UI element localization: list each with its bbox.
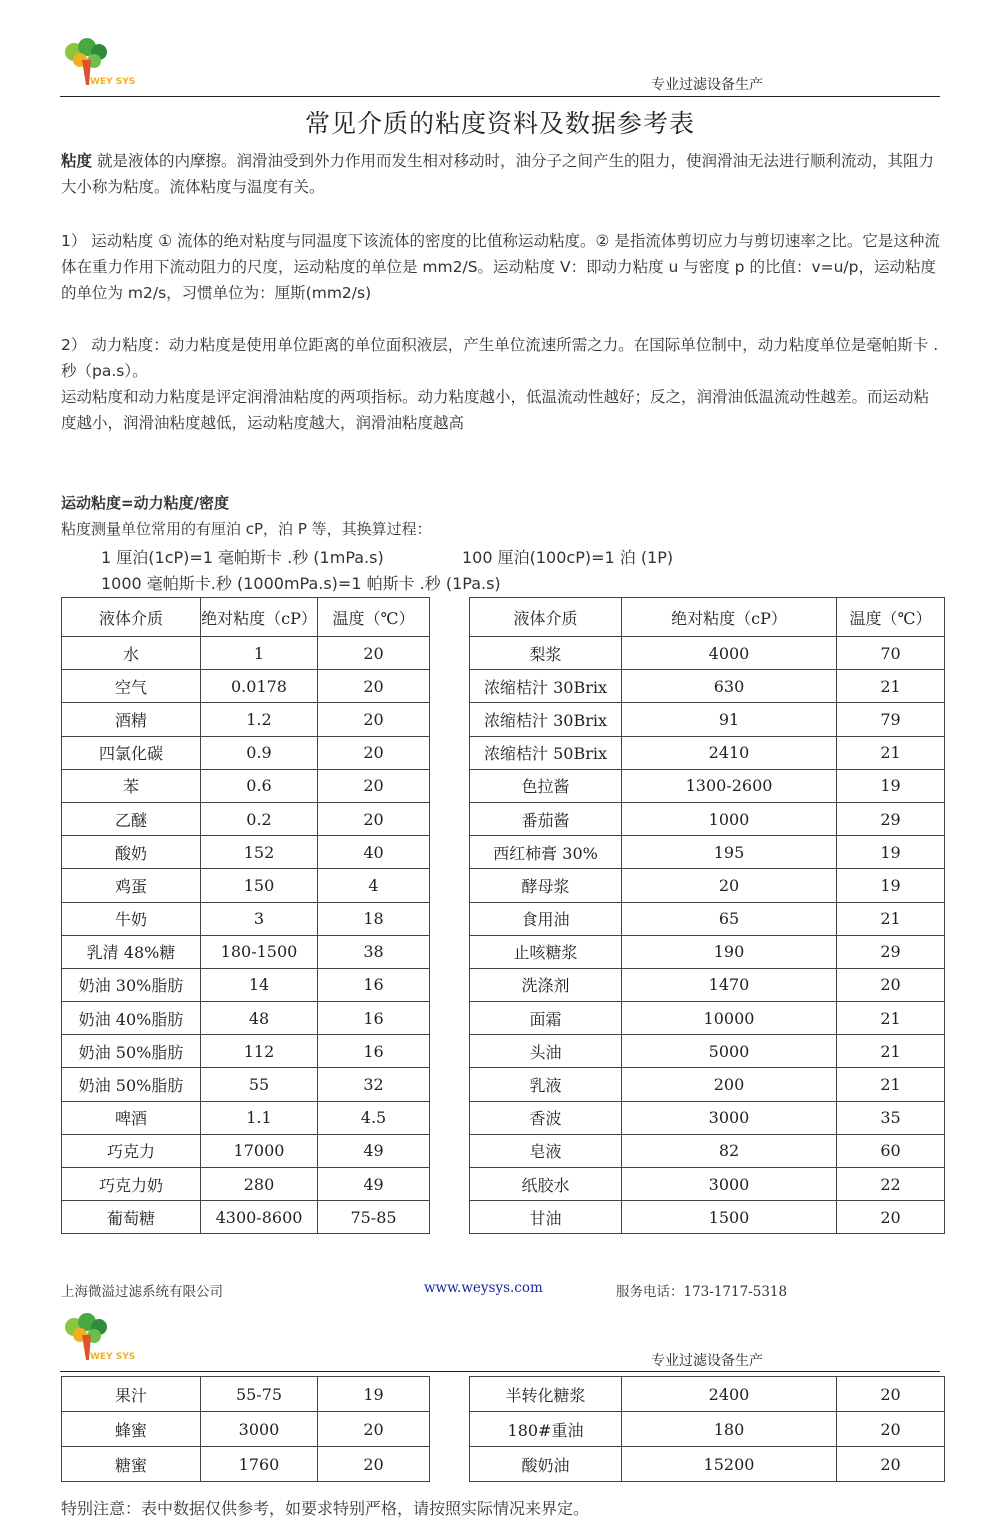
temperature-cell: 4 [318, 869, 430, 902]
viscosity-cell: 55 [201, 1068, 318, 1101]
medium-cell: 巧克力 [62, 1134, 201, 1167]
temperature-cell: 21 [837, 1035, 945, 1068]
medium-cell: 四氯化碳 [62, 736, 201, 769]
medium-cell: 头油 [470, 1035, 622, 1068]
table-gap [430, 736, 470, 769]
header-tagline: 专业过滤设备生产 [651, 77, 763, 93]
temperature-cell: 60 [837, 1134, 945, 1167]
medium-cell: 酸奶 [62, 836, 201, 869]
temperature-cell: 21 [837, 670, 945, 703]
medium-cell: 奶油 30%脂肪 [62, 968, 201, 1001]
viscosity-cell: 17000 [201, 1134, 318, 1167]
viscosity-cell: 0.6 [201, 769, 318, 802]
viscosity-cell: 1.2 [201, 703, 318, 736]
viscosity-cell: 10000 [622, 1002, 837, 1035]
footer-company: 上海微溢过滤系统有限公司 [61, 1284, 223, 1300]
viscosity-cell: 3000 [201, 1412, 318, 1447]
viscosity-cell: 1 [201, 637, 318, 670]
temperature-cell: 19 [837, 769, 945, 802]
medium-cell: 酸奶油 [470, 1447, 622, 1482]
header-medium: 液体介质 [62, 598, 201, 637]
table-gap [430, 1447, 470, 1482]
temperature-cell: 20 [837, 1201, 945, 1234]
table-row [62, 802, 945, 835]
header-temperature: 温度（℃） [837, 598, 945, 637]
viscosity-cell: 3 [201, 902, 318, 935]
temperature-cell: 16 [318, 1002, 430, 1035]
logo-text-2: WEY SYS [90, 1352, 136, 1362]
medium-cell: 酒精 [62, 703, 201, 736]
intro-paragraph [61, 148, 940, 200]
temperature-cell: 20 [837, 1447, 945, 1482]
table-row [62, 1068, 945, 1101]
footer-phone: 服务电话：173-1717-5318 [616, 1284, 788, 1300]
temperature-cell: 19 [318, 1377, 430, 1412]
temperature-cell: 4.5 [318, 1101, 430, 1134]
viscosity-cell: 0.0178 [201, 670, 318, 703]
viscosity-table [61, 597, 945, 1234]
viscosity-cell: 180-1500 [201, 935, 318, 968]
table-row [62, 1377, 945, 1412]
table-row [62, 1134, 945, 1167]
medium-cell: 乳清 48%糖 [62, 935, 201, 968]
table-gap [430, 1068, 470, 1101]
viscosity-cell: 91 [622, 703, 837, 736]
table-gap [430, 968, 470, 1001]
temperature-cell: 19 [837, 869, 945, 902]
temperature-cell: 18 [318, 902, 430, 935]
table-gap [430, 869, 470, 902]
table-gap [430, 1134, 470, 1167]
units-line: 粘度测量单位常用的有厘泊 cP，泊 P 等，其换算过程： [61, 520, 432, 538]
temperature-cell: 29 [837, 802, 945, 835]
temperature-cell: 21 [837, 736, 945, 769]
table-gap [430, 769, 470, 802]
medium-cell: 巧克力奶 [62, 1168, 201, 1201]
conversion-3: 1000 毫帕斯卡.秒 (1000mPa.s)=1 帕斯卡 .秒 (1Pa.s) [101, 574, 501, 593]
page-title: 常见介质的粘度资料及数据参考表 [304, 109, 695, 138]
conversion-1: 1 厘泊(1cP)=1 毫帕斯卡 .秒 (1mPa.s) [101, 548, 384, 567]
temperature-cell: 20 [837, 968, 945, 1001]
table-gap [430, 1412, 470, 1447]
medium-cell: 浓缩桔汁 30Brix [470, 670, 622, 703]
medium-cell: 蜂蜜 [62, 1412, 201, 1447]
table-row [62, 736, 945, 769]
medium-cell: 浓缩桔汁 50Brix [470, 736, 622, 769]
table-gap [430, 935, 470, 968]
header-medium: 液体介质 [470, 598, 622, 637]
temperature-cell: 40 [318, 836, 430, 869]
conversion-2: 100 厘泊(100cP)=1 泊 (1P) [462, 548, 674, 567]
table-row [62, 1002, 945, 1035]
medium-cell: 苯 [62, 769, 201, 802]
viscosity-cell: 200 [622, 1068, 837, 1101]
table-gap [430, 902, 470, 935]
medium-cell: 半转化糖浆 [470, 1377, 622, 1412]
viscosity-cell: 15200 [622, 1447, 837, 1482]
viscosity-cell: 152 [201, 836, 318, 869]
section-comparison: 运动粘度和动力粘度是评定润滑油粘度的两项指标。动力粘度越小，低温流动性越好；反之，润滑油低温流动性越差。而运动粘度越小，润滑油粘度越低，运动粘度越大，润滑油粘度越高 [61, 388, 930, 432]
temperature-cell: 38 [318, 935, 430, 968]
temperature-cell: 75-85 [318, 1201, 430, 1234]
viscosity-cell: 630 [622, 670, 837, 703]
temperature-cell: 20 [318, 670, 430, 703]
viscosity-cell: 4000 [622, 637, 837, 670]
temperature-cell: 20 [318, 802, 430, 835]
viscosity-cell: 280 [201, 1168, 318, 1201]
medium-cell: 西红柿膏 30% [470, 836, 622, 869]
medium-cell: 鸡蛋 [62, 869, 201, 902]
temperature-cell: 20 [318, 1412, 430, 1447]
table-gap [430, 637, 470, 670]
table-row [62, 637, 945, 670]
temperature-cell: 32 [318, 1068, 430, 1101]
temperature-cell: 21 [837, 1002, 945, 1035]
table-gap [430, 1035, 470, 1068]
viscosity-cell: 0.9 [201, 736, 318, 769]
table-row [62, 836, 945, 869]
viscosity-cell: 1500 [622, 1201, 837, 1234]
table-gap [430, 670, 470, 703]
temperature-cell: 49 [318, 1134, 430, 1167]
medium-cell: 牛奶 [62, 902, 201, 935]
header-viscosity: 绝对粘度（cP） [201, 598, 318, 637]
medium-cell: 啤酒 [62, 1101, 201, 1134]
viscosity-cell: 14 [201, 968, 318, 1001]
viscosity-cell: 48 [201, 1002, 318, 1035]
viscosity-cell: 150 [201, 869, 318, 902]
viscosity-cell: 0.2 [201, 802, 318, 835]
medium-cell: 奶油 40%脂肪 [62, 1002, 201, 1035]
temperature-cell: 79 [837, 703, 945, 736]
table-gap [430, 802, 470, 835]
medium-cell: 乙醚 [62, 802, 201, 835]
table-row [62, 869, 945, 902]
footer-website-link[interactable]: www.weysys.com [424, 1280, 543, 1296]
viscosity-cell: 2410 [622, 736, 837, 769]
medium-cell: 酵母浆 [470, 869, 622, 902]
medium-cell: 果汁 [62, 1377, 201, 1412]
temperature-cell: 20 [318, 637, 430, 670]
temperature-cell: 16 [318, 968, 430, 1001]
viscosity-cell: 1760 [201, 1447, 318, 1482]
temperature-cell: 49 [318, 1168, 430, 1201]
table-row [62, 902, 945, 935]
intro-term: 粘度 [61, 152, 93, 170]
temperature-cell: 20 [837, 1412, 945, 1447]
table-row [62, 1201, 945, 1234]
table-row [62, 670, 945, 703]
medium-cell: 奶油 50%脂肪 [62, 1035, 201, 1068]
medium-cell: 皂液 [470, 1134, 622, 1167]
temperature-cell: 22 [837, 1168, 945, 1201]
medium-cell: 浓缩桔汁 30Brix [470, 703, 622, 736]
medium-cell: 番茄酱 [470, 802, 622, 835]
table-row [62, 1168, 945, 1201]
table-row [62, 968, 945, 1001]
header-rule [60, 96, 940, 97]
table-gap [430, 598, 470, 637]
table-row [62, 703, 945, 736]
formula-heading: 运动粘度=动力粘度/密度 [61, 494, 230, 512]
viscosity-cell: 3000 [622, 1101, 837, 1134]
viscosity-cell: 112 [201, 1035, 318, 1068]
temperature-cell: 20 [318, 1447, 430, 1482]
viscosity-cell: 82 [622, 1134, 837, 1167]
table-row [62, 1035, 945, 1068]
viscosity-cell: 1470 [622, 968, 837, 1001]
medium-cell: 葡萄糖 [62, 1201, 201, 1234]
medium-cell: 甘油 [470, 1201, 622, 1234]
medium-cell: 色拉酱 [470, 769, 622, 802]
medium-cell: 空气 [62, 670, 201, 703]
medium-cell: 香波 [470, 1101, 622, 1134]
table-gap [430, 1002, 470, 1035]
medium-cell: 糖蜜 [62, 1447, 201, 1482]
medium-cell: 奶油 50%脂肪 [62, 1068, 201, 1101]
medium-cell: 乳液 [470, 1068, 622, 1101]
disclaimer-note: 特别注意：表中数据仅供参考，如要求特别严格，请按照实际情况来界定。 [61, 1499, 590, 1518]
medium-cell: 纸胶水 [470, 1168, 622, 1201]
medium-cell: 食用油 [470, 902, 622, 935]
table-row [62, 1447, 945, 1482]
viscosity-cell: 65 [622, 902, 837, 935]
table-gap [430, 1377, 470, 1412]
medium-cell: 梨浆 [470, 637, 622, 670]
viscosity-cell: 180 [622, 1412, 837, 1447]
temperature-cell: 20 [318, 736, 430, 769]
table-header-row [62, 598, 945, 637]
viscosity-table-continued [61, 1376, 945, 1482]
temperature-cell: 19 [837, 836, 945, 869]
viscosity-cell: 3000 [622, 1168, 837, 1201]
table-gap [430, 703, 470, 736]
table-gap [430, 1168, 470, 1201]
table-gap [430, 836, 470, 869]
header-rule-2 [60, 1371, 940, 1372]
medium-cell: 面霜 [470, 1002, 622, 1035]
table-row [62, 1412, 945, 1447]
temperature-cell: 35 [837, 1101, 945, 1134]
medium-cell: 止咳糖浆 [470, 935, 622, 968]
medium-cell: 180#重油 [470, 1412, 622, 1447]
viscosity-cell: 190 [622, 935, 837, 968]
table-row [62, 769, 945, 802]
medium-cell: 水 [62, 637, 201, 670]
temperature-cell: 20 [318, 769, 430, 802]
header-tagline-2: 专业过滤设备生产 [651, 1353, 763, 1369]
viscosity-cell: 1000 [622, 802, 837, 835]
viscosity-cell: 2400 [622, 1377, 837, 1412]
table-gap [430, 1201, 470, 1234]
viscosity-cell: 20 [622, 869, 837, 902]
logo-text: WEY SYS [90, 77, 136, 87]
temperature-cell: 16 [318, 1035, 430, 1068]
section-dynamic-viscosity: 2） 动力粘度：动力粘度是使用单位距离的单位面积液层，产生单位流速所需之力。在国际单位制中，动力粘度单位是毫帕斯卡 .秒（pa.s）。 [61, 336, 939, 380]
viscosity-cell: 55-75 [201, 1377, 318, 1412]
temperature-cell: 20 [318, 703, 430, 736]
viscosity-cell: 1300-2600 [622, 769, 837, 802]
temperature-cell: 20 [837, 1377, 945, 1412]
viscosity-cell: 5000 [622, 1035, 837, 1068]
viscosity-cell: 4300-8600 [201, 1201, 318, 1234]
header-viscosity: 绝对粘度（cP） [622, 598, 837, 637]
section-kinematic-viscosity: 1） 运动粘度 ① 流体的绝对粘度与同温度下该流体的密度的比值称运动粘度。② 是指流体剪切应力与剪切速率之比。它是这种流体在重力作用下流动阻力的尺度，运动粘度的单位是 mm2/S。运动粘度 V：即动力粘度 u 与密度 p 的比值：v=u/p，运动粘度的单位为 m2/s，习惯单位为：厘斯(mm2/s) [61, 232, 940, 302]
intro-text: 就是液体的内摩擦。润滑油受到外力作用而发生相对移动时，油分子之间产生的阻力，使润滑油无法进行顺利流动，其阻力大小称为粘度。流体粘度与温度有关。 [61, 152, 934, 196]
temperature-cell: 29 [837, 935, 945, 968]
table-gap [430, 1101, 470, 1134]
viscosity-cell: 195 [622, 836, 837, 869]
table-row [62, 935, 945, 968]
temperature-cell: 21 [837, 902, 945, 935]
medium-cell: 洗涤剂 [470, 968, 622, 1001]
table-row [62, 1101, 945, 1134]
temperature-cell: 21 [837, 1068, 945, 1101]
viscosity-cell: 1.1 [201, 1101, 318, 1134]
temperature-cell: 70 [837, 637, 945, 670]
header-temperature: 温度（℃） [318, 598, 430, 637]
